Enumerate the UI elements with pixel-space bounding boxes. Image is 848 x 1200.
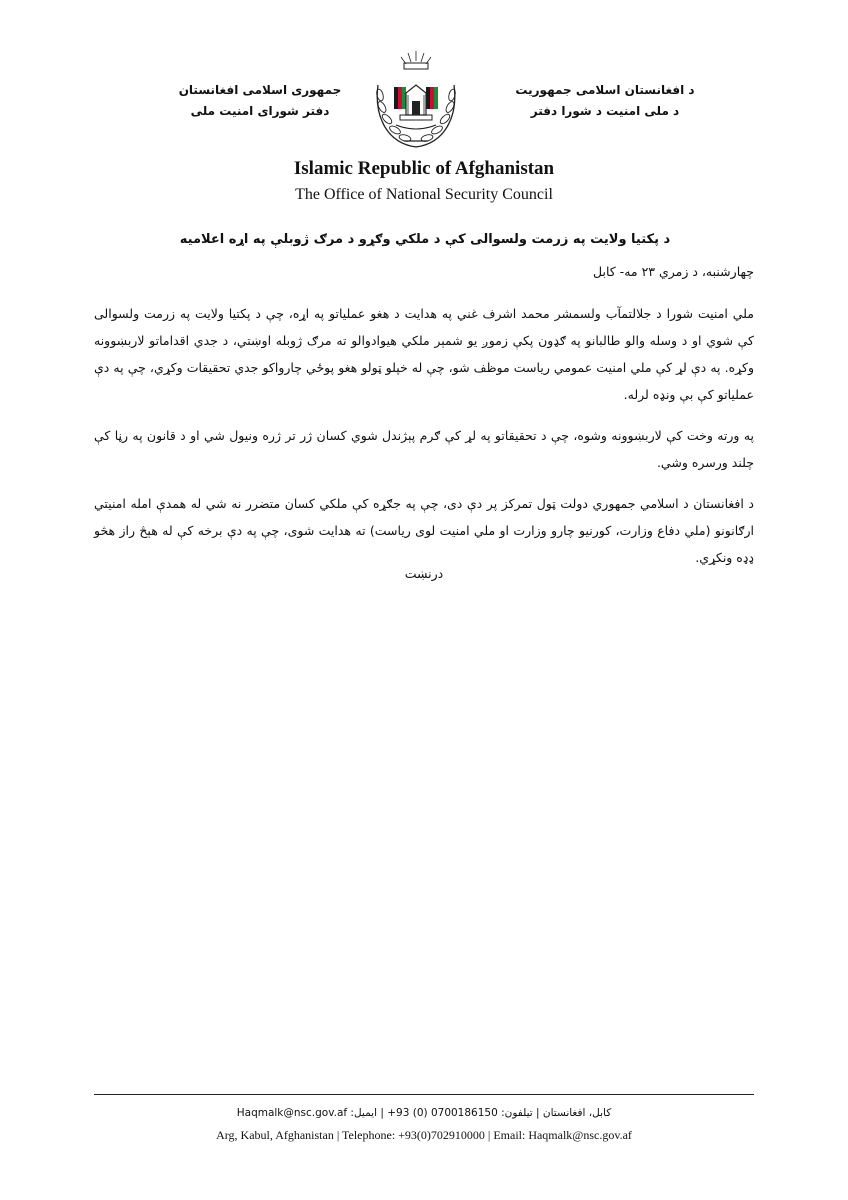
footer-divider — [94, 1094, 754, 1095]
body-paragraph: ملي امنیت شورا د جلالتمآب ولسمشر محمد اشرف غني په هدایت د هغو عملیاتو په اړه، چې د پکتیا ولایت په زرمت ولسوالی کې شوي او د وسله والو طالبانو په ګډون پکې زموږ یو شمېر ملکي هیوادوالو ته مرګ ژوبله اوښتي، د جدي اقداماتو لاربښوونه وکړه. په دې لړ کې ملي امنیت عمومي ریاست موظف شو، چې له خپلو ټولو هغو پوځي چارواکو جدي تحقیقات وکړي، چې په دې عملیاتو کې بې ونډه لرله. — [94, 306, 754, 402]
closing-salutation: درنښت — [404, 566, 444, 581]
national-emblem-icon — [366, 45, 466, 155]
header-pashto-line1: د افغانستان اسلامی جمهوریت — [515, 83, 695, 97]
header-dari — [170, 80, 350, 122]
body-paragraph: د افغانستان د اسلامي جمهوري دولت ټول تمرکز پر دې دی، چې په جګړه کې ملکي کسان متضرر نه شي له همدې امله امنیتي ارګانونو (ملي دفاع وزارت، کورنیو چارو وزارت او ملي امنیت لوی ریاست) ته هدایت شوی، چې په دې برخه کې له هېڅ راز هڅو ډډه ونکړي. — [94, 496, 754, 565]
document-title: د پکتیا ولایت په زرمت ولسوالی کې د ملکي وګړو د مرګ ژوبلې په اړه اعلامیه — [179, 232, 671, 247]
header-dari-line2: دفتر شورای امنیت ملی — [190, 104, 330, 118]
document-body — [94, 300, 754, 585]
header-dari-line1: جمهوری اسلامی افغانستان — [178, 83, 342, 97]
header-pashto — [505, 80, 705, 122]
dateline: چهارشنبه، د زمري ۲۳ مه- کابل — [593, 264, 754, 279]
body-paragraph: په ورته وخت کې لاربښوونه وشوه، چې د تحقیقاتو په لړ کې ګرم پېژندل شوي کسان ژر تر ژره ونیول شي او د قانون په رڼا کې چلند ورسره وشي. — [94, 428, 754, 470]
page-title-english: Islamic Republic of Afghanistan — [293, 158, 555, 179]
footer-contact-pashto: کابل، افغانستان | تیلفون: 0700186150 (0) 93+ | ایمیل: Haqmalk@nsc.gov.af — [236, 1107, 612, 1119]
page-subtitle-english: The Office of National Security Council — [295, 186, 553, 203]
footer-contact-english: Arg, Kabul, Afghanistan | Telephone: +93(0)702910000 | Email: Haqmalk@nsc.gov.af — [216, 1128, 632, 1142]
header-pashto-line2: د ملی امنیت د شورا دفتر — [530, 104, 680, 118]
